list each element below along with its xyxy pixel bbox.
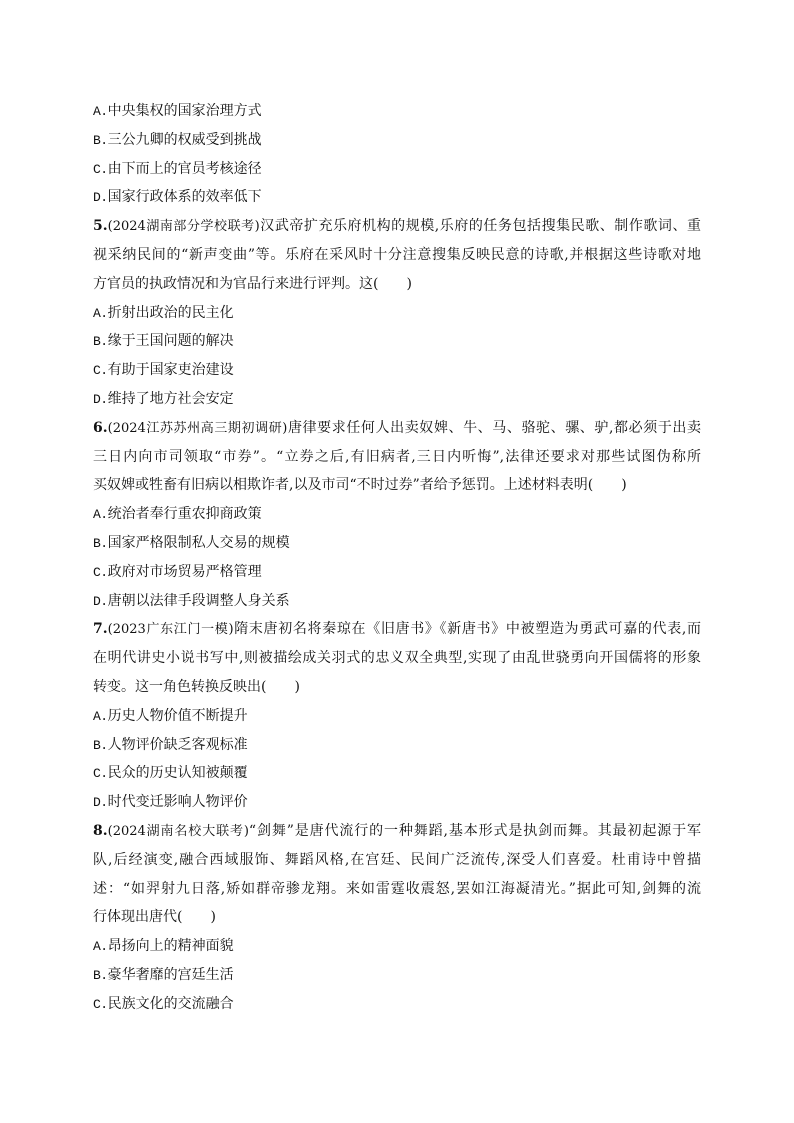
question-6 bbox=[93, 414, 701, 616]
option-text: 昂扬向上的精神面貌 bbox=[107, 938, 234, 955]
question-number: 6. bbox=[93, 419, 108, 436]
option-text: 三公九卿的权威受到挑战 bbox=[107, 131, 262, 148]
option-label: C. bbox=[93, 161, 108, 177]
question-stem-text: 买奴婢或牲畜有旧病以相欺诈者,以及市司“不时过券”者给予惩罚。上述材料表明( ) bbox=[93, 477, 627, 494]
option-label: C. bbox=[93, 564, 108, 580]
option-label: B. bbox=[93, 967, 108, 983]
option-label: D. bbox=[93, 593, 108, 609]
option-a bbox=[93, 932, 701, 961]
question-stem-line bbox=[93, 615, 701, 644]
option-text: 国家行政体系的效率低下 bbox=[107, 189, 262, 206]
option-label: D. bbox=[93, 391, 108, 407]
option-label: A. bbox=[93, 708, 108, 724]
option-text: 统治者奉行重农抑商政策 bbox=[107, 506, 262, 523]
option-label: A. bbox=[93, 104, 108, 119]
question-stem-text: 隋末唐初名将秦琼在《旧唐书》《新唐书》中被塑造为勇武可嘉的代表,而 bbox=[233, 621, 701, 638]
option-c bbox=[93, 356, 701, 385]
question-stem-line bbox=[93, 875, 701, 904]
option-label: C. bbox=[93, 363, 108, 379]
question-stem-text: 转变。这一角色转换反映出( ) bbox=[93, 678, 300, 695]
question-source: (2024湖南部分学校联考) bbox=[107, 219, 260, 235]
option-d bbox=[93, 183, 701, 212]
question-stem-line bbox=[93, 270, 701, 299]
question-stem-line bbox=[93, 903, 701, 932]
option-label: B. bbox=[93, 132, 108, 148]
option-text: 有助于国家吏治建设 bbox=[107, 362, 234, 379]
option-text: 历史人物价值不断提升 bbox=[107, 707, 248, 724]
option-text: 政府对市场贸易严格管理 bbox=[107, 563, 262, 580]
question-stem-line bbox=[93, 846, 701, 875]
question-stem-text: 唐律要求任何人出卖奴婢、牛、马、骆驼、骡、驴,都必须于出卖 bbox=[287, 419, 701, 436]
option-text: 民族文化的交流融合 bbox=[107, 995, 234, 1012]
question-stem-text: 方官员的执政情况和为官品行来进行评判。这( ) bbox=[93, 275, 412, 292]
option-b bbox=[93, 529, 701, 558]
option-d bbox=[93, 587, 701, 616]
option-label: D. bbox=[93, 795, 108, 811]
option-label: A. bbox=[93, 507, 108, 523]
option-label: A. bbox=[93, 305, 108, 321]
option-b bbox=[93, 327, 701, 356]
question-stem-line bbox=[93, 212, 701, 241]
question-stem-text: 三日内向市司领取“市券”。“立券之后,有旧病者,三日内听悔”,法律还要求对那些试图伪称所 bbox=[93, 448, 701, 465]
option-text: 折射出政治的民主化 bbox=[107, 304, 234, 321]
question-number: 7. bbox=[93, 621, 108, 638]
option-text: 人物评价缺乏客观标准 bbox=[107, 736, 248, 753]
option-c bbox=[93, 558, 701, 587]
option-text: 由下而上的官员考核途径 bbox=[107, 160, 262, 177]
option-a bbox=[93, 702, 701, 731]
option-label: C. bbox=[93, 996, 108, 1012]
question-stem-text: 在明代讲史小说书写中,则被描绘成关羽式的忠义双全典型,实现了由乱世骁勇向开国儒将的形象 bbox=[93, 650, 701, 667]
option-b bbox=[93, 731, 701, 760]
option-text: 维持了地方社会安定 bbox=[107, 390, 234, 407]
option-label: B. bbox=[93, 737, 108, 753]
option-text: 国家严格限制私人交易的规模 bbox=[107, 534, 290, 551]
question-stem-line bbox=[93, 241, 701, 270]
option-label: A. bbox=[93, 939, 108, 955]
question-stem-line bbox=[93, 443, 701, 472]
question-stem-line bbox=[93, 817, 701, 846]
option-d bbox=[93, 788, 701, 817]
option-a bbox=[93, 97, 701, 126]
option-label: D. bbox=[93, 190, 108, 206]
previous-question-options bbox=[93, 97, 701, 212]
option-a bbox=[93, 500, 701, 529]
question-stem-line bbox=[93, 644, 701, 673]
document-page bbox=[93, 97, 701, 1019]
question-stem-text: 行体现出唐代( ) bbox=[93, 909, 216, 926]
question-5 bbox=[93, 212, 701, 414]
option-d bbox=[93, 385, 701, 414]
question-stem-line bbox=[93, 414, 701, 443]
option-c bbox=[93, 759, 701, 788]
question-7 bbox=[93, 615, 701, 817]
question-stem-text: 述：“如羿射九日落,矫如群帝骖龙翔。来如雷霆收震怒,罢如江海凝清光。”据此可知,剑舞的流 bbox=[93, 880, 701, 897]
option-text: 唐朝以法律手段调整人身关系 bbox=[107, 592, 290, 609]
option-text: 缘于王国问题的解决 bbox=[107, 333, 234, 350]
question-stem-text: 视采纳民间的“新声变曲”等。乐府在采风时十分注意搜集反映民意的诗歌,并根据这些诗歌对地 bbox=[93, 246, 701, 263]
option-c bbox=[93, 155, 701, 184]
question-source: (2024江苏苏州高三期初调研) bbox=[107, 420, 288, 436]
question-source: (2023广东江门一模) bbox=[107, 622, 234, 638]
option-label: B. bbox=[93, 334, 108, 350]
option-a bbox=[93, 299, 701, 328]
question-stem-text: “剑舞”是唐代流行的一种舞蹈,基本形式是执剑而舞。其最初起源于军 bbox=[248, 822, 701, 839]
option-label: B. bbox=[93, 535, 108, 551]
question-8 bbox=[93, 817, 701, 1019]
option-text: 时代变迁影响人物评价 bbox=[107, 794, 248, 811]
option-b bbox=[93, 961, 701, 990]
option-text: 豪华奢靡的宫廷生活 bbox=[107, 966, 234, 983]
question-stem-line bbox=[93, 471, 701, 500]
option-text: 民众的历史认知被颠覆 bbox=[107, 765, 248, 782]
option-label: C. bbox=[93, 766, 108, 782]
question-stem-text: 队,后经演变,融合西域服饰、舞蹈风格,在宫廷、民间广泛流传,深受人们喜爱。杜甫诗中曾描 bbox=[93, 851, 701, 868]
question-source: (2024湖南名校大联考) bbox=[107, 823, 249, 839]
option-b bbox=[93, 126, 701, 155]
question-stem-line bbox=[93, 673, 701, 702]
question-number: 8. bbox=[93, 822, 108, 839]
question-number: 5. bbox=[93, 218, 108, 235]
option-c bbox=[93, 990, 701, 1019]
question-stem-text: 汉武帝扩充乐府机构的规模,乐府的任务包括搜集民歌、制作歌词、重 bbox=[259, 218, 701, 235]
option-text: 中央集权的国家治理方式 bbox=[107, 103, 262, 119]
